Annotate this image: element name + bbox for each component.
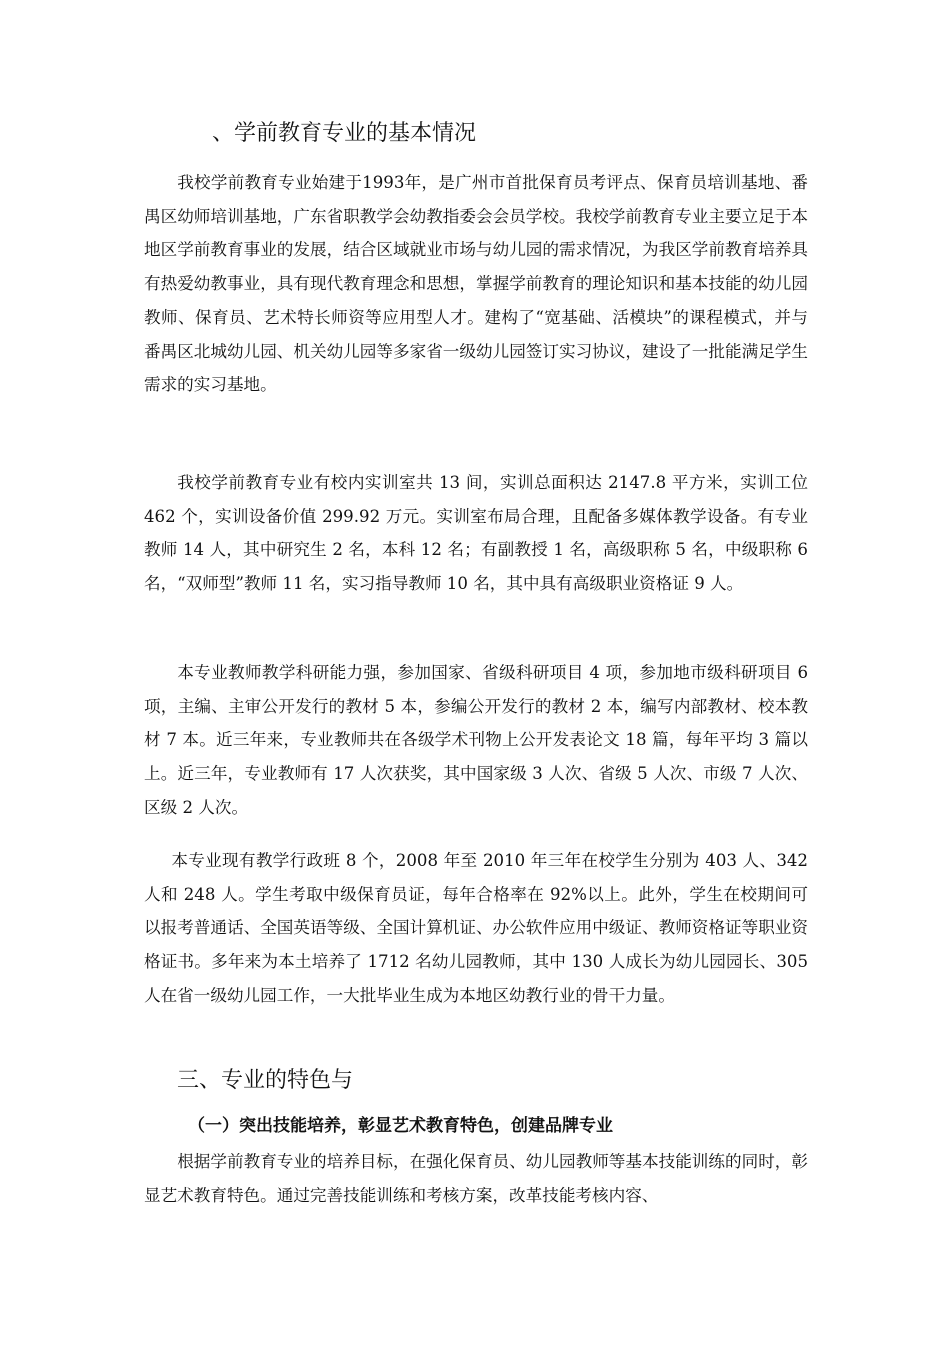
paragraph-students-graduates: 本专业现有教学行政班 8 个，2008 年至 2010 年三年在校学生分别为 403 人、342 人和 248 人。学生考取中级保育员证，每年合格率在 92%以上。此外，学生在校期间可以报考普通话、全国英语等级、全国计算机证、办公软件应用中级证、教师资格证等职业资格证书。多年来为本土培养了 1712 名幼儿园教师，其中 130 人成长为幼儿园园长、305 人在省一级幼儿园工作，一大批毕业生成为本地区幼教行业的骨干力量。: [144, 851, 808, 1005]
section-heading-basic-info: 、学前教育专业的基本情况: [212, 121, 477, 146]
paragraph-training-goals: 根据学前教育专业的培养目标，在强化保育员、幼儿园教师等基本技能训练的同时，彰显艺术教育特色。通过完善技能训练和考核方案，改革技能考核内容、: [144, 1152, 808, 1205]
subsection-heading-skills: （一）突出技能培养，彰显艺术教育特色，创建品牌专业: [188, 1116, 613, 1136]
paragraph-teaching-research: 本专业教师教学科研能力强，参加国家、省级科研项目 4 项，参加地市级科研项目 6 项，主编、主审公开发行的教材 5 本，参编公开发行的教材 2 本，编写内部教材、校本教材 7 本。近三年来，专业教师共在各级学术刊物上公开发表论文 18 篇，每年平均 3 篇以上。近三年，专业教师有 17 人次获奖，其中国家级 3 人次、省级 5 人次、市级 7 人次、区级 2 人次。: [144, 663, 808, 817]
section-heading-features: 三、专业的特色与: [177, 1068, 354, 1093]
paragraph-training-facilities: 我校学前教育专业有校内实训室共 13 间，实训总面积达 2147.8 平方米，实训工位 462 个，实训设备价值 299.92 万元。实训室布局合理，且配备多媒体教学设备。有专业教师 14 人，其中研究生 2 名，本科 12 名；有副教授 1 名，高级职称 5 名，中级职称 6 名，“双师型”教师 11 名，实习指导教师 10 名，其中具有高级职业资格证 9 人。: [144, 473, 808, 594]
paragraph-program-history: 我校学前教育专业始建于1993年，是广州市首批保育员考评点、保育员培训基地、番禺区幼师培训基地，广东省职教学会幼教指委会会员学校。我校学前教育专业主要立足于本地区学前教育事业的发展，结合区域就业市场与幼儿园的需求情况，为我区学前教育培养具有热爱幼教事业，具有现代教育理念和思想，掌握学前教育的理论知识和基本技能的幼儿园教师、保育员、艺术特长师资等应用型人才。建构了“宽基础、活模块”的课程模式，并与番禺区北城幼儿园、机关幼儿园等多家省一级幼儿园签订实习协议，建设了一批能满足学生需求的实习基地。: [144, 173, 808, 395]
